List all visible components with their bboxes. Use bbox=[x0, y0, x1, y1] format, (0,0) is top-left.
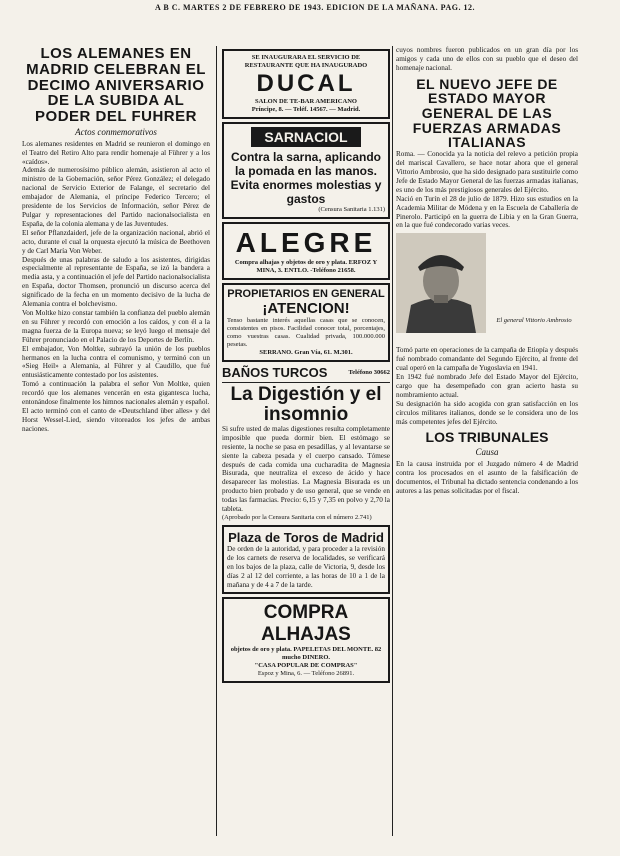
paragraph: Roma. — Conocida ya la noticia del relevo a petición propia del mariscal Cavallero, se hace notar ahora que el general Vittorio Ambrosio, que ha sido designado para sustituirle como Jefe de Estado Mayor General de las fuerzas armadas italianas, es uno de los más prestigiosos generales del Ejército. bbox=[396, 150, 578, 194]
toros-ad bbox=[222, 525, 390, 595]
digestion-text: Si sufre usted de malas digestiones resulta completamente imposible que pueda dormir bien. El estómago se resiente, la noche se pasa en pesadillas, y al levantarse se siente la cabeza pesada y el cuerpo cansado. Tómese después de cada comida una cucharadita de Magnesia Bisurada, que neutraliza el exceso de ácido y hace desaparecer las molestias. La Magnesia Bisurada es un producto bien probado y de uso general, que se vende en todas las farmacias. Precio: 6,15 y 7,35 en polvo y 2,70 la tableta. bbox=[222, 424, 390, 514]
paragraph: El acto terminó con el canto de «Deutschland über alles» y del Horst Wessel-Lied, siendo vitoreados los jefes de ambas naciones. bbox=[22, 406, 210, 433]
compra-ad bbox=[222, 597, 390, 683]
article-headline: LOS ALEMANES EN MADRID CELEBRAN EL DECIMO ANIVERSARIO DE LA SUBIDA AL PODER DEL FUHRER bbox=[26, 46, 206, 125]
paragraph: cuyos nombres fueron publicados en un gran día por los amigos y cada uno de ellos con su pueblo que el deseo del homenaje nacional. bbox=[396, 46, 578, 72]
pomada-censor: (Censura Sanitaria 1.131) bbox=[318, 206, 385, 213]
column-2-ads bbox=[222, 46, 390, 844]
banos-title: BAÑOS TURCOS bbox=[222, 365, 328, 380]
paragraph: Von Moltke hizo constar también la confianza del pueblo alemán en su Führer y recordó con emoción a los caídos, y con él a la magna fuerza de la Europa nueva; se leyó luego el mensaje del Führer pronunciado en el Palacio de los Deportes de Berlín. bbox=[22, 308, 210, 344]
paragraph: Tomó parte en operaciones de la campaña de Etiopía y después fué nombrado comandante del Segundo Ejército, al frente del cual operó en la campaña de Yugoslavia en 1941. bbox=[396, 346, 578, 373]
propietarios-addr: SERRANO. Gran Vía, 61. M.301. bbox=[259, 349, 353, 356]
alegre-text: Compra alhajas y objetos de oro y plata. ERFOZ Y MINA, 3. ENTLO. -Teléfono 21658. bbox=[234, 259, 378, 274]
propietarios-attn: ¡ATENCION! bbox=[262, 300, 350, 317]
toros-text: De orden de la autoridad, y para proceder a la revisión de los carnets de reserva de localidades, se verificará en los bajos de la plaza, calle de Victoria, 9, desde los días 2 al 12 del corriente, a las horas de 10 a 1 de la mañana y de 4 a 7 de la tarde. bbox=[227, 544, 385, 589]
tribunales-headline: LOS TRIBUNALES bbox=[425, 429, 549, 446]
ducal-address: Príncipe, 8. — Teléf. 14567. — Madrid. bbox=[251, 106, 361, 113]
digestion-title: La Digestión y el insomnio bbox=[230, 384, 382, 425]
paragraph: Después de unas palabras de saludo a los asistentes, dirigidas especialmente al representante de España, se izó la bandera a media asta, y a continuación el jefe del Partido nacionalsocialista en España, doctor Thomsen, pronunció un discurso acerca del significado de la fecha en un momento decisivo de la lucha de Alemania contra el bolchevismo. bbox=[22, 255, 210, 309]
ducal-name: DUCAL bbox=[256, 70, 356, 97]
compra-title: COMPRA ALHAJAS bbox=[261, 602, 351, 646]
pomada-ad bbox=[222, 122, 390, 219]
column-rule bbox=[216, 46, 217, 836]
column-1 bbox=[22, 46, 210, 844]
toros-title: Plaza de Toros de Madrid bbox=[228, 529, 384, 545]
column-rule bbox=[392, 46, 393, 836]
general-portrait-photo bbox=[396, 233, 486, 333]
photo-block bbox=[396, 233, 578, 343]
propietarios-text: Tenso bastante interés aquellas casas que se conocen, consistentes en pisos. Facilidad conocer total, porcentajes, como vuestras casas. Cualidad privada, 100.000.000 pesetas. bbox=[227, 317, 385, 348]
ducal-ad bbox=[222, 49, 390, 119]
digestion-censor: (Aprobado por la Censura Sanitaria con el número 2.741) bbox=[222, 513, 372, 521]
article-subhead: Actos conmemorativos bbox=[75, 126, 157, 137]
propietarios-title: PROPIETARIOS EN GENERAL bbox=[227, 288, 385, 300]
pomada-text: Contra la sarna, aplicando la pomada en las manos. Evita enormes molestias y gastos bbox=[230, 150, 382, 206]
column-3 bbox=[396, 46, 578, 844]
ducal-top: SE INAUGURARA EL SERVICIO DE RESTAURANTE QUE HA INAUGURADO bbox=[244, 54, 368, 69]
article-headline: EL NUEVO JEFE DE ESTADO MAYOR GENERAL DE LAS FUERZAS ARMADAS ITALIANAS bbox=[412, 75, 562, 151]
compra-casa: "CASA POPULAR DE COMPRAS" bbox=[254, 662, 358, 670]
photo-caption: El general Vittorio Ambrosio bbox=[496, 317, 572, 325]
paragraph: Además de numerosísimo público alemán, asistieron al acto el ministro de la Gobernación, señor Pérez González; el delegado nacional de Servicio Exterior de Falange, el secretario del embajador de Alemania, el príncipe Federico Tercero; el presidente de los Servicios de Información, señor Pérez de Pulgar y representaciones del Partido nacionalsocialista en España, de la colonia alemana y de las Juventudes. bbox=[22, 166, 210, 228]
pomada-brand: SARNACIOL bbox=[251, 127, 361, 147]
digestion-ad bbox=[222, 382, 390, 522]
paragraph: Tomó a continuación la palabra el señor Von Moltke, quien recordó que los alemanes vencerán en esta gigantesca lucha, entonándose finalmente los himnos nacionales alemán y español. bbox=[22, 380, 210, 407]
page-header: A B C. MARTES 2 DE FEBRERO DE 1943. EDICION DE LA MAÑANA. PAG. 12. bbox=[155, 3, 475, 12]
banos-ad bbox=[222, 365, 390, 380]
banos-tel: Teléfono 30662 bbox=[348, 368, 390, 376]
paragraph: El señor Pflanzdaiderl, jefe de la organización nacional, abrió el acto, durante el cual la orquesta ejecutó la música de Beethoven y de Carl María Von Weber. bbox=[22, 228, 210, 255]
propietarios-ad bbox=[222, 283, 390, 362]
alegre-ad bbox=[222, 222, 390, 280]
ducal-line: SALON DE TE-BAR AMERICANO bbox=[255, 98, 357, 105]
compra-addr: Espoz y Mina, 6. — Teléfono 26891. bbox=[257, 670, 355, 678]
tribunales-sub: Causa bbox=[475, 447, 499, 458]
paragraph: El embajador, Von Moltke, subrayó la unión de los pueblos hermanos en la lucha contra el comunismo, y terminó con un «Sieg Heil» a Alemania, al Führer y al Caudillo, que fué entusiásticamente contestado por los asistentes. bbox=[22, 344, 210, 380]
paragraph: Los alemanes residentes en Madrid se reunieron el domingo en el Teatro del Retiro Alto para rendir homenaje al Führer y a los «caídos». bbox=[22, 139, 210, 166]
paragraph: En la causa instruida por el Juzgado número 4 de Madrid contra los procesados en el asunto de la falsificación de documentos, el Tribunal ha dictado sentencia condenando a los autores a las penas solicitadas por el fiscal. bbox=[396, 460, 578, 495]
alegre-name: ALEGRE bbox=[235, 227, 377, 258]
compra-text: objetos de oro y plata. PAPELETAS DEL MONTE. 82 mucho DINERO. bbox=[230, 646, 382, 662]
paragraph: Nació en Turín el 28 de julio de 1879. Hizo sus estudios en la Academia Militar de Módena y en la Escuela de Caballería de Pinerolo. Participó en la guerra de Libia y en la Gran Guerra, en la que fué condecorado varias veces. bbox=[396, 194, 578, 230]
paragraph: En 1942 fué nombrado Jefe del Estado Mayor del Ejército, cargo que ha desempeñado con gran acierto hasta su nombramiento actual. bbox=[396, 373, 578, 399]
paragraph: Su designación ha sido acogida con gran satisfacción en los círculos militares italianos, donde se le considera uno de los más competentes jefes del Ejército. bbox=[396, 399, 578, 426]
